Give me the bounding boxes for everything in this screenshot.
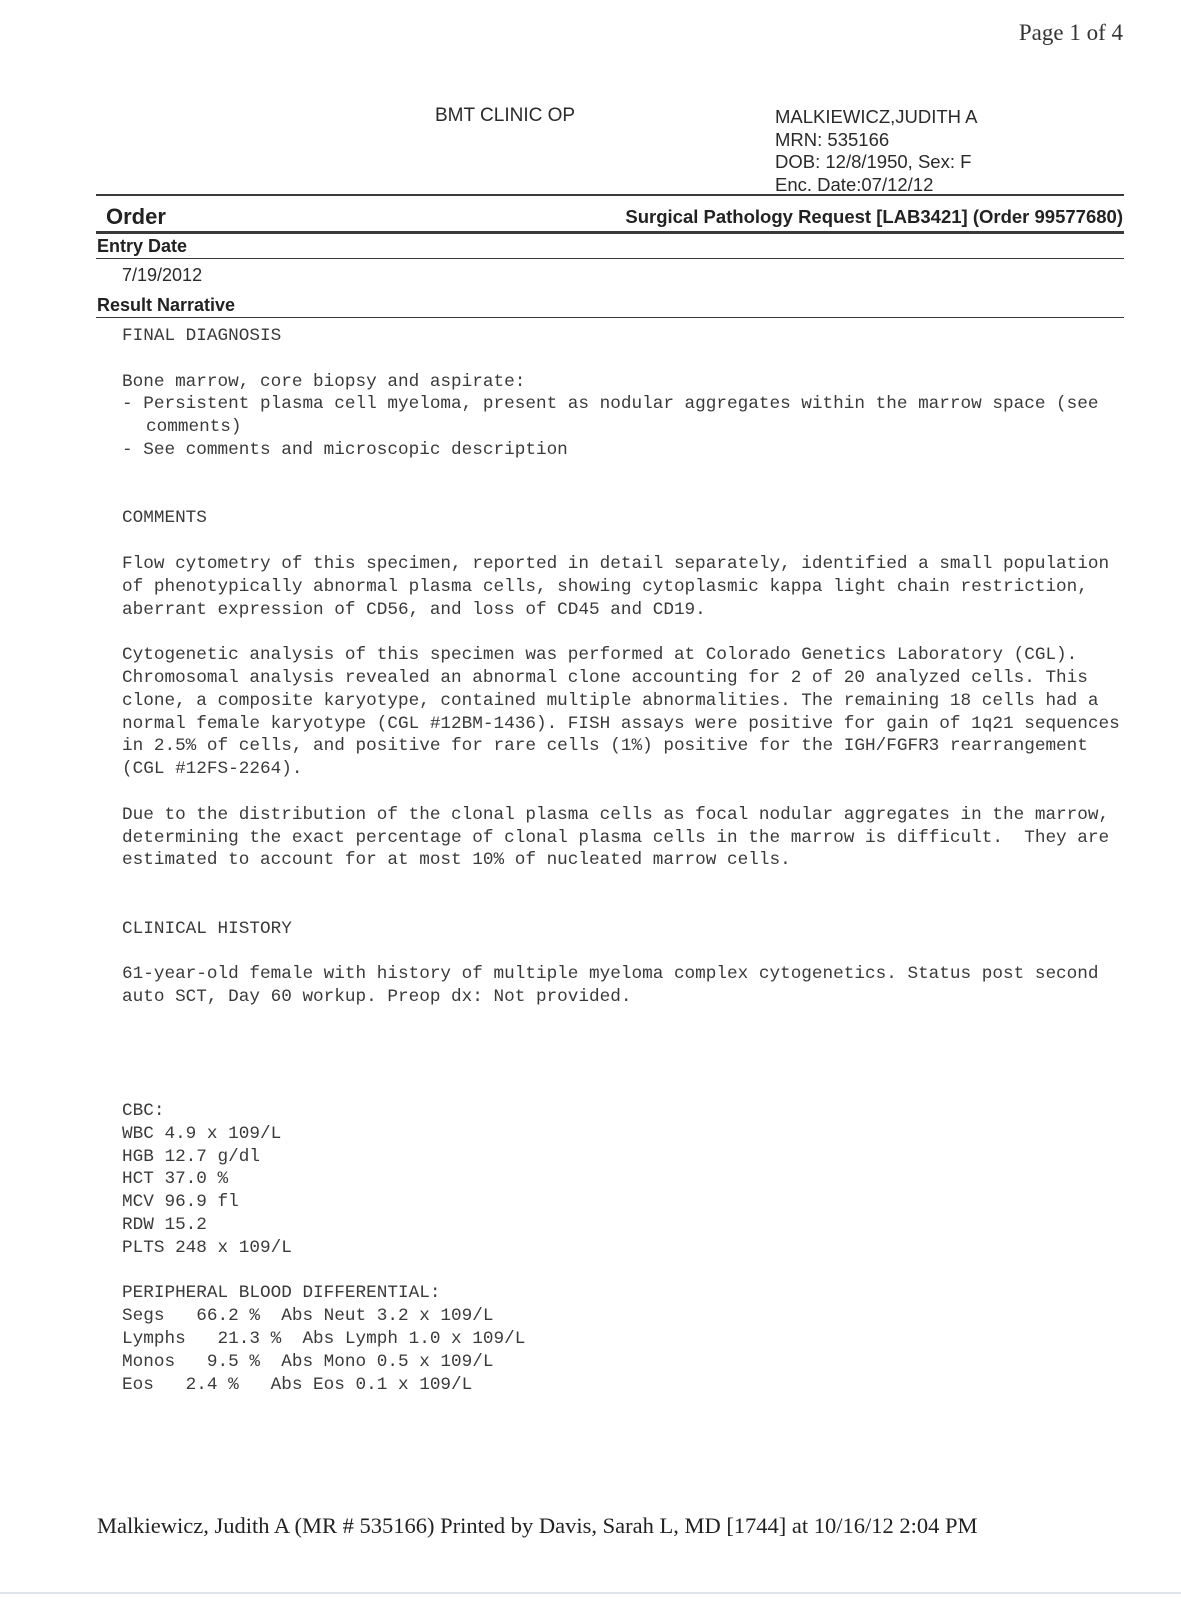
patient-dob-sex: DOB: 12/8/1950, Sex: F [775,151,972,172]
order-title: Surgical Pathology Request [LAB3421] (Order 99577680) [625,206,1123,227]
result-narrative-rule [96,317,1124,318]
differential-row: Eos 2.4 % Abs Eos 0.1 x 109/L [122,1374,473,1395]
patient-name: MALKIEWICZ,JUDITH A [775,106,978,127]
cbc-row: RDW 15.2 [122,1215,207,1236]
diagnosis-line-continuation: comments) [146,417,242,438]
differential-row: Segs 66.2 % Abs Neut 3.2 x 109/L [122,1306,494,1327]
specimen-line: Bone marrow, core biopsy and aspirate: [122,371,526,392]
order-label: Order [106,204,166,229]
final-diagnosis-heading: FINAL DIAGNOSIS [122,326,282,346]
patient-mrn: MRN: 535166 [775,128,890,150]
differential-row: Monos 9.5 % Abs Mono 0.5 x 109/L [122,1351,494,1372]
comments-paragraph: Due to the distribution of the clonal plasma cells as focal nodular aggregates in the marrow, determining the exact percentage of clonal plasma cells in the marrow is difficult. They are estimated to account for at most 10% of nucleated marrow cells. [122,804,1120,871]
comments-paragraph: Flow cytometry of this specimen, reported in detail separately, identified a small population of phenotypically abnormal plasma cells, showing cytoplasmic kappa light chain restriction, aberrant expression of CD56, and loss of CD45 and CD19. [122,553,1120,620]
cbc-row: HGB 12.7 g/dl [122,1146,260,1167]
entry-date-rule [96,258,1124,259]
differential-row: Lymphs 21.3 % Abs Lymph 1.0 x 109/L [122,1329,526,1350]
clinical-history-text: 61-year-old female with history of multiple myeloma complex cytogenetics. Status post second auto SCT, Day 60 workup. Preop dx: Not provided. [122,964,1110,1008]
entry-date-label: Entry Date [97,236,188,256]
differential-heading: PERIPHERAL BLOOD DIFFERENTIAL: [122,1283,441,1304]
comments-heading: COMMENTS [122,508,207,529]
header-rule-top [96,194,1124,196]
encounter-date: Enc. Date:07/12/12 [775,173,934,195]
diagnosis-line: - Persistent plasma cell myeloma, present as nodular aggregates within the marrow space (see [122,394,1099,415]
clinic-name: BMT CLINIC OP [435,105,576,126]
diagnosis-line: - See comments and microscopic description [122,439,568,460]
print-footer: Malkiewicz, Judith A (MR # 535166) Printed by Davis, Sarah L, MD [1744] at 10/16/12 2:04 PM [97,1513,978,1538]
cbc-row: HCT 37.0 % [122,1169,229,1190]
cbc-row: MCV 96.9 fl [122,1192,239,1213]
entry-date-value: 7/19/2012 [122,265,203,285]
page-number: Page 1 of 4 [1018,20,1123,45]
result-narrative-body [122,325,1131,1396]
page-bottom-edge [0,1592,1181,1594]
clinical-history-heading: CLINICAL HISTORY [122,918,292,939]
cbc-row: WBC 4.9 x 109/L [122,1123,282,1144]
order-rule [96,231,1124,234]
patient-info [775,106,978,196]
cbc-heading: CBC: [122,1101,165,1122]
cbc-row: PLTS 248 x 109/L [122,1237,292,1258]
result-narrative-label: Result Narrative [97,295,236,315]
comments-paragraph: Cytogenetic analysis of this specimen was performed at Colorado Genetics Laboratory (CGL). Chromosomal analysis revealed an abnormal clone accounting for 2 of 20 analyzed cells. This clone, a composite karyotype, contained multiple abnormalities. The remaining 18 cells had a normal female karyotype (CGL #12BM-1436). FISH assays were positive for gain of 1q21 sequences in 2.5% of cells, and positive for rare cells (1%) positive for the IGH/FGFR3 rearrangement (CGL #12FS-2264). [122,645,1131,780]
